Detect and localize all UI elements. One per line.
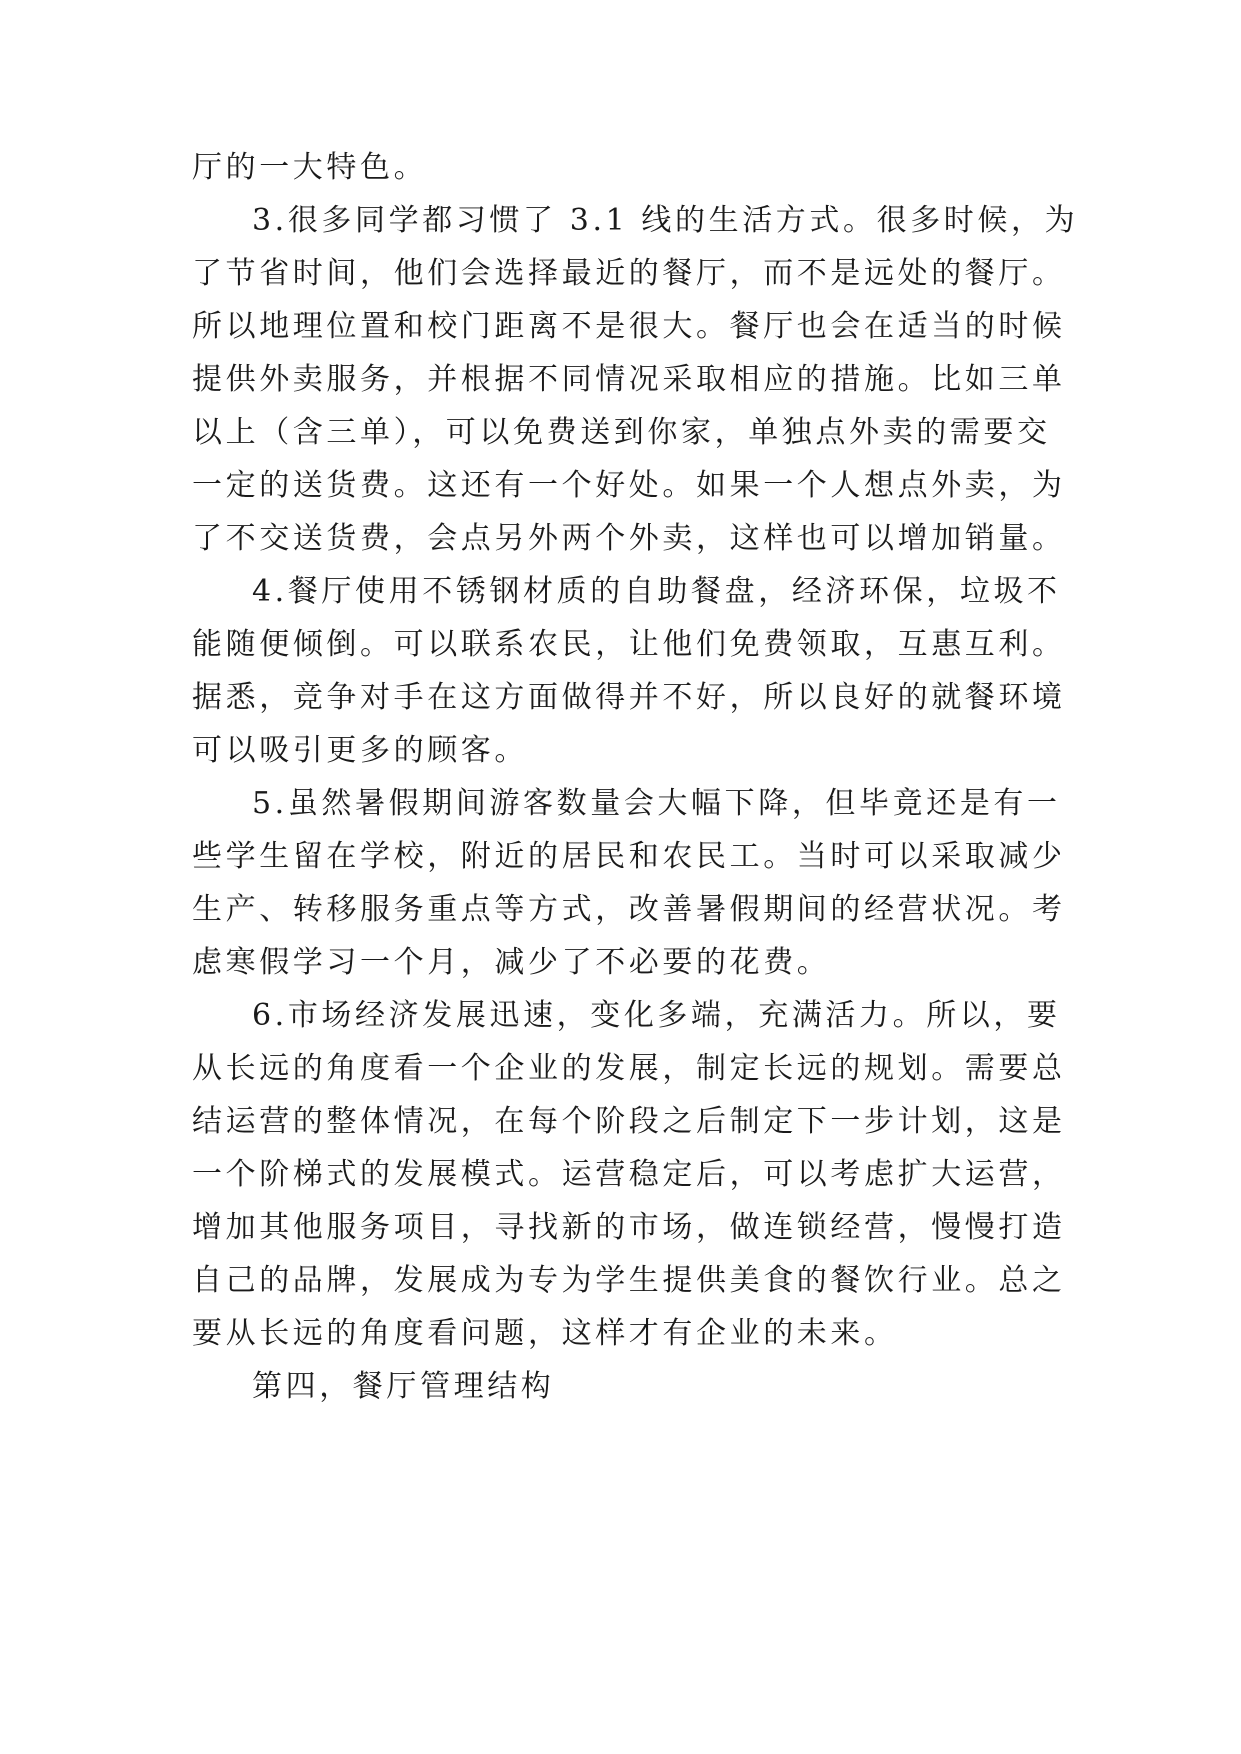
text-line: 生产、转移服务重点等方式，改善暑假期间的经营状况。考 bbox=[192, 892, 1066, 927]
text-line: 提供外卖服务，并根据不同情况采取相应的措施。比如三单 bbox=[192, 362, 1066, 397]
text-line: 所以地理位置和校门距离不是很大。餐厅也会在适当的时候 bbox=[192, 309, 1066, 344]
text-line: 些学生留在学校，附近的居民和农民工。当时可以采取减少 bbox=[192, 839, 1066, 874]
text-line: 厅的一大特色。 bbox=[192, 150, 428, 185]
text-line: 自己的品牌，发展成为专为学生提供美食的餐饮行业。总之 bbox=[192, 1263, 1066, 1298]
text-line: 以上（含三单），可以免费送到你家，单独点外卖的需要交 bbox=[192, 415, 1051, 450]
text-line: 从长远的角度看一个企业的发展，制定长远的规划。需要总 bbox=[192, 1051, 1066, 1086]
text-line: 能随便倾倒。可以联系农民，让他们免费领取，互惠互利。 bbox=[192, 627, 1066, 662]
paragraph-6-start: 6.市场经济发展迅速，变化多端，充满活力。所以，要 bbox=[252, 998, 1061, 1033]
text-line: 可以吸引更多的顾客。 bbox=[192, 733, 528, 768]
text-line: 了节省时间，他们会选择最近的餐厅，而不是远处的餐厅。 bbox=[192, 256, 1066, 291]
paragraph-4-start: 4.餐厅使用不锈钢材质的自助餐盘，经济环保，垃圾不 bbox=[252, 574, 1061, 609]
text-line: 据悉，竞争对手在这方面做得并不好，所以良好的就餐环境 bbox=[192, 680, 1066, 715]
text-line: 结运营的整体情况，在每个阶段之后制定下一步计划，这是 bbox=[192, 1104, 1066, 1139]
paragraph-5-start: 5.虽然暑假期间游客数量会大幅下降，但毕竟还是有一 bbox=[252, 786, 1061, 821]
text-line: 虑寒假学习一个月，减少了不必要的花费。 bbox=[192, 945, 831, 980]
text-line: 一定的送货费。这还有一个好处。如果一个人想点外卖，为 bbox=[192, 468, 1066, 503]
section-heading: 第四，餐厅管理结构 bbox=[252, 1369, 555, 1404]
text-line: 一个阶梯式的发展模式。运营稳定后，可以考虑扩大运营， bbox=[192, 1157, 1066, 1192]
text-line: 增加其他服务项目，寻找新的市场，做连锁经营，慢慢打造 bbox=[192, 1210, 1066, 1245]
text-line: 了不交送货费，会点另外两个外卖，这样也可以增加销量。 bbox=[192, 521, 1066, 556]
text-line: 要从长远的角度看问题，这样才有企业的未来。 bbox=[192, 1316, 898, 1351]
paragraph-3-start: 3.很多同学都习惯了 3.1 线的生活方式。很多时候，为 bbox=[252, 203, 1079, 238]
